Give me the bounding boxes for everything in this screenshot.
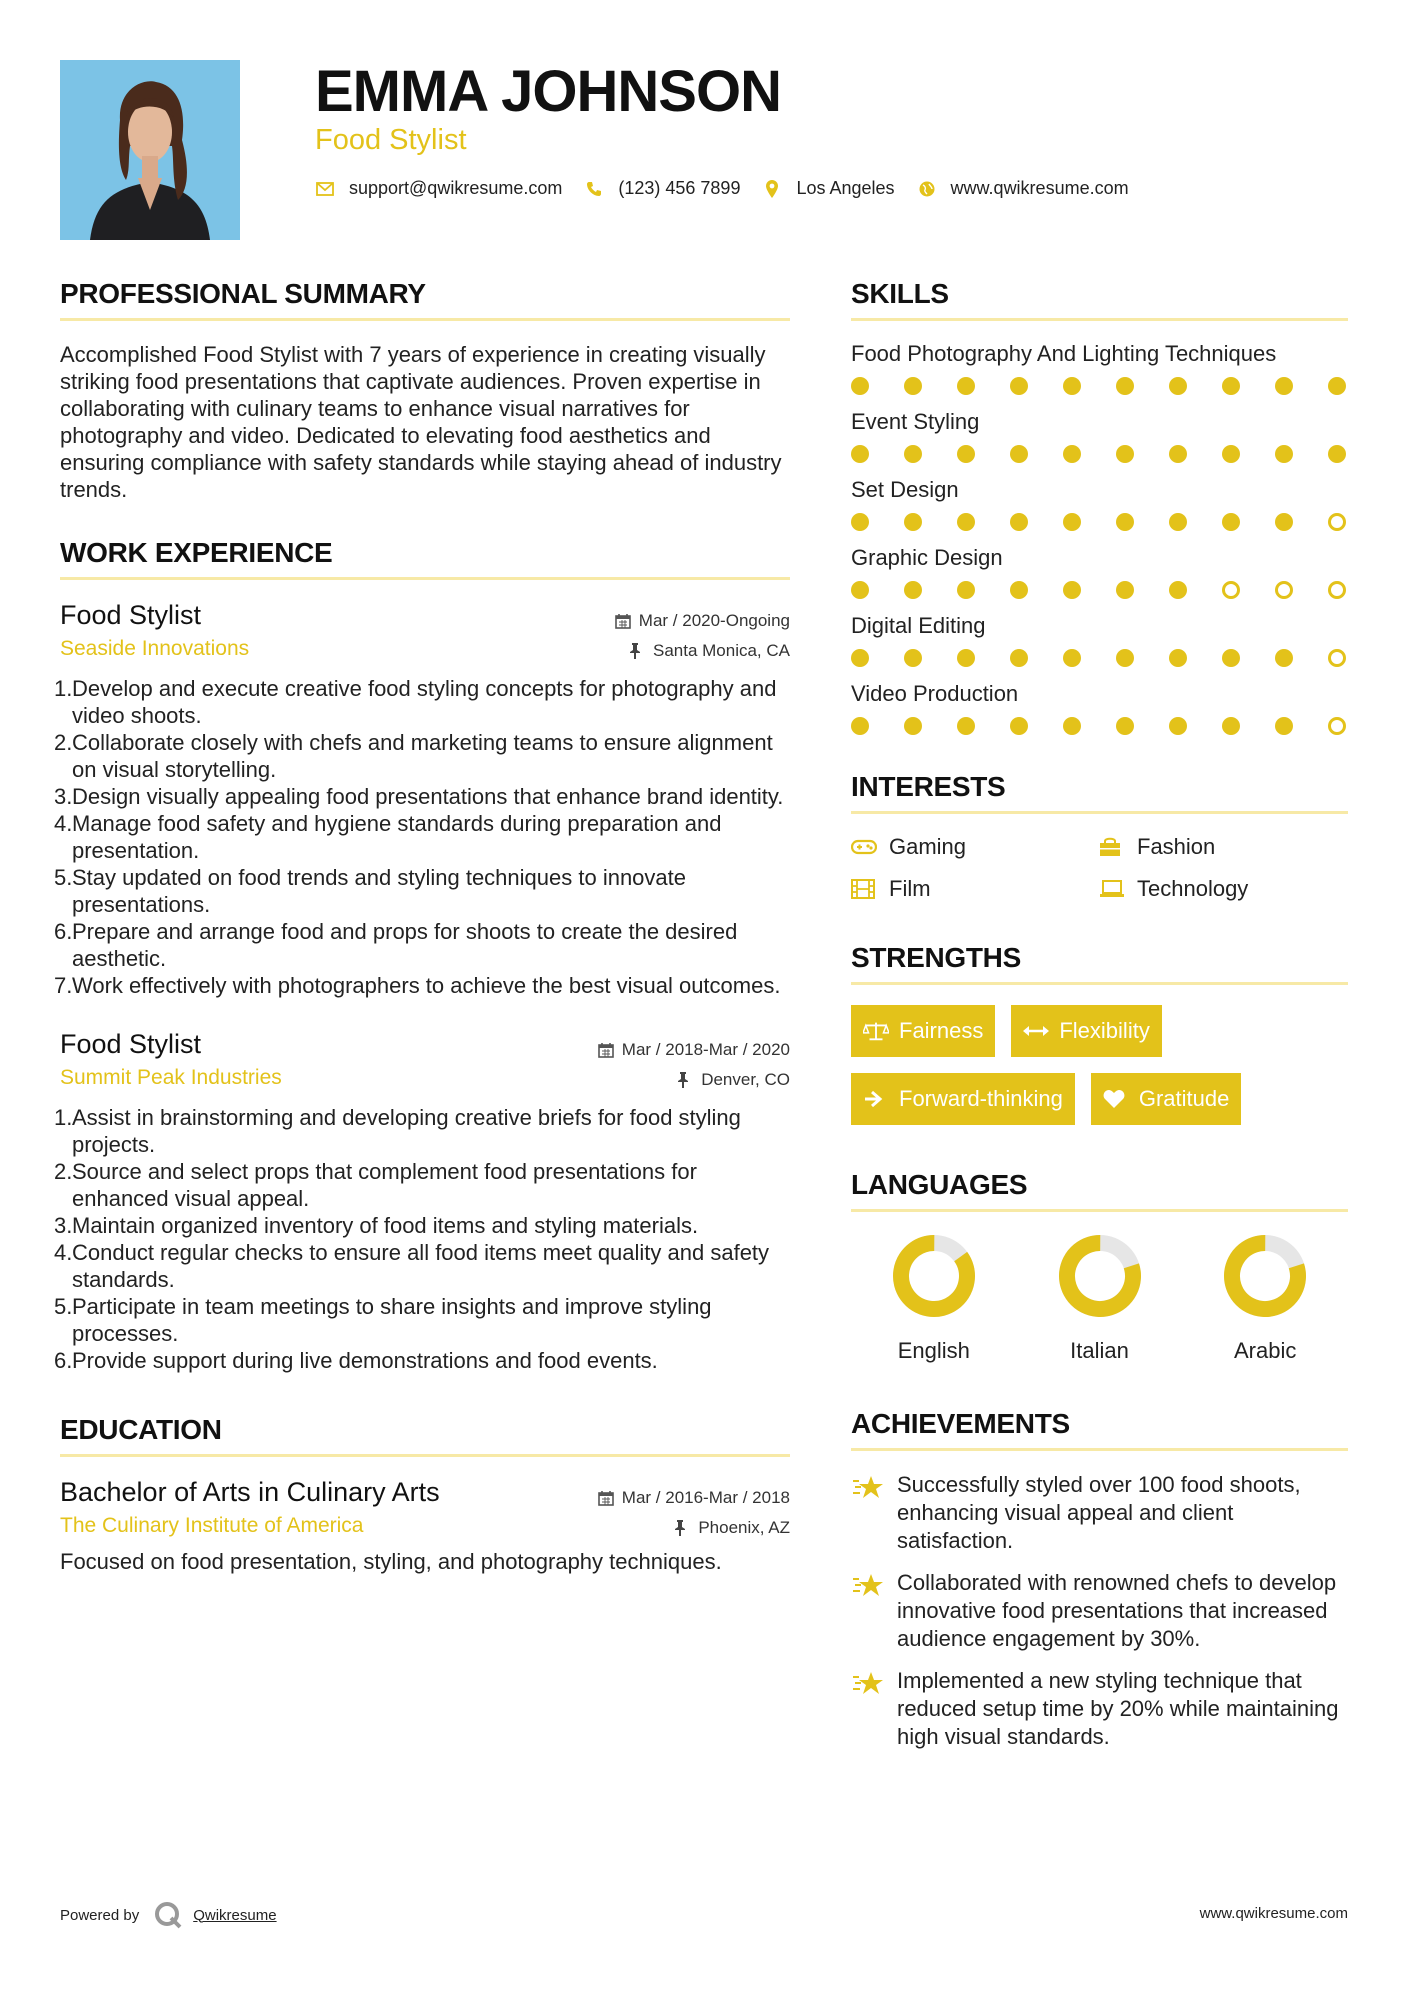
duty-text: Source and select props that complement food presentations for enhanced visual appeal. (72, 1159, 697, 1211)
rating-dot-filled (1222, 649, 1240, 667)
skill-name: Graphic Design (851, 545, 1003, 570)
work-section (54, 537, 790, 1374)
list-item: 6. Provide support during live demonstrations and food events. (54, 1348, 658, 1373)
summary-section (60, 278, 790, 503)
rating-dot-empty (1328, 717, 1346, 735)
strength-tag (1011, 1005, 1161, 1057)
education-heading: EDUCATION (60, 1414, 790, 1457)
duty-text: Work effectively with photographers to achieve the best visual outcomes. (72, 973, 781, 998)
arrows-horizontal-icon (1023, 1020, 1049, 1042)
job-duties (54, 1104, 790, 1374)
pushpin-icon (677, 1072, 693, 1088)
job-date-text: Mar / 2018-Mar / 2020 (621, 1040, 790, 1059)
globe-icon (917, 179, 937, 199)
job-company: Seaside Innovations (60, 637, 250, 660)
education-location (674, 1518, 790, 1538)
duty-text: Collaborate closely with chefs and marketing teams to ensure alignment on visual storytelling. (72, 730, 773, 782)
achievements-heading: ACHIEVEMENTS (851, 1408, 1348, 1451)
achievement-text: Implemented a new styling technique that reduced setup time by 20% while maintaining high visual standards. (897, 1668, 1339, 1749)
rating-dot-filled (851, 445, 869, 463)
powered-by-text: Powered by (60, 1906, 140, 1924)
rating-dot-filled (1169, 649, 1187, 667)
footer-website[interactable]: www.qwikresume.com (1199, 1905, 1348, 1922)
skill-rating (851, 445, 1348, 463)
rating-dot-filled (904, 717, 922, 735)
rating-dot-filled (851, 377, 869, 395)
skill-name: Event Styling (851, 409, 980, 434)
skill-item (851, 477, 1348, 531)
strength-label: Fairness (899, 1018, 984, 1043)
interest-technology (1099, 876, 1339, 902)
rating-dot-filled (1169, 513, 1187, 531)
skill-item (851, 681, 1348, 735)
language-item (1182, 1232, 1348, 1364)
rating-dot-filled (1010, 649, 1028, 667)
star-trophy-icon (851, 1669, 885, 1699)
calendar-icon (615, 613, 631, 629)
donut-fill (1224, 1234, 1307, 1317)
strengths-heading: STRENGTHS (851, 942, 1348, 985)
contact-location-text: Los Angeles (796, 178, 895, 198)
achievement-item (851, 1471, 1348, 1555)
gamepad-icon (851, 837, 877, 857)
rating-dot-empty (1328, 649, 1346, 667)
interest-label: Film (889, 876, 931, 901)
rating-dot-filled (904, 377, 922, 395)
rating-dot-filled (957, 377, 975, 395)
duty-text: Prepare and arrange food and props for shoots to create the desired aesthetic. (72, 919, 738, 971)
rating-dot-filled (904, 581, 922, 599)
job-duties (54, 675, 790, 999)
list-item: 4. Conduct regular checks to ensure all food items meet quality and safety standards. (60, 1239, 790, 1293)
skill-rating (851, 717, 1348, 735)
rating-dot-filled (1222, 445, 1240, 463)
rating-dot-filled (1169, 717, 1187, 735)
rating-dot-empty (1222, 581, 1240, 599)
interest-film (851, 876, 1099, 902)
list-item: 4. Manage food safety and hygiene standards during preparation and presentation. (60, 810, 790, 864)
rating-dot-filled (1063, 717, 1081, 735)
skill-item (851, 341, 1348, 395)
rating-dot-filled (904, 513, 922, 531)
rating-dot-filled (904, 649, 922, 667)
list-item: 7. Work effectively with photographers to achieve the best visual outcomes. (54, 973, 781, 998)
skill-name: Set Design (851, 477, 959, 502)
education-section (60, 1414, 790, 1575)
laptop-icon (1099, 879, 1125, 899)
rating-dot-filled (851, 581, 869, 599)
rating-dot-filled (1063, 445, 1081, 463)
rating-dot-filled (1116, 377, 1134, 395)
rating-dot-filled (851, 717, 869, 735)
calendar-icon (598, 1042, 614, 1058)
skills-heading: SKILLS (851, 278, 1348, 321)
interests-heading: INTERESTS (851, 771, 1348, 814)
rating-dot-filled (957, 649, 975, 667)
rating-dot-filled (1063, 649, 1081, 667)
achievement-item (851, 1667, 1348, 1751)
strength-tag (851, 1073, 1075, 1125)
qwikresume-logo-icon (153, 1900, 183, 1930)
rating-dot-filled (851, 513, 869, 531)
duty-text: Conduct regular checks to ensure all food items meet quality and safety standards. (72, 1240, 770, 1292)
rating-dot-filled (957, 717, 975, 735)
job-company: Summit Peak Industries (60, 1066, 282, 1089)
rating-dot-filled (1063, 377, 1081, 395)
interests-section (851, 771, 1348, 902)
star-trophy-icon (851, 1571, 885, 1601)
school-name: The Culinary Institute of America (60, 1514, 364, 1537)
rating-dot-filled (1275, 513, 1293, 531)
interest-label: Gaming (889, 834, 967, 859)
achievement-text: Successfully styled over 100 food shoots, enhancing visual appeal and client satisfaction. (897, 1472, 1301, 1553)
interest-fashion (1099, 834, 1339, 860)
achievements-section (851, 1408, 1348, 1751)
list-item: 1. Develop and execute creative food styling concepts for photography and video shoots. (60, 675, 790, 729)
contact-website-text: www.qwikresume.com (950, 178, 1129, 198)
list-item: 5. Participate in team meetings to share insights and improve styling processes. (60, 1293, 790, 1347)
film-icon (851, 879, 877, 899)
strengths-section (851, 942, 1348, 1125)
rating-dot-filled (1169, 581, 1187, 599)
donut-fill (890, 1232, 978, 1320)
rating-dot-filled (1116, 581, 1134, 599)
donut-fill (1058, 1234, 1141, 1317)
rating-dot-filled (1116, 649, 1134, 667)
duty-text: Provide support during live demonstrations and food events. (72, 1348, 658, 1373)
profile-photo (60, 60, 240, 240)
rating-dot-filled (1275, 445, 1293, 463)
list-item: 2. Collaborate closely with chefs and marketing teams to ensure alignment on visual storytelling. (60, 729, 790, 783)
duty-text: Stay updated on food trends and styling techniques to innovate presentations. (72, 865, 686, 917)
language-donut (1056, 1232, 1144, 1320)
contact-bar (315, 178, 1151, 199)
strength-label: Gratitude (1138, 1086, 1230, 1111)
interest-label: Technology (1137, 876, 1249, 901)
rating-dot-filled (957, 513, 975, 531)
skill-item (851, 613, 1348, 667)
language-donut (1221, 1232, 1309, 1320)
language-donut (890, 1232, 978, 1320)
brand-link[interactable]: Qwikresume (193, 1906, 277, 1924)
strength-label: Flexibility (1059, 1018, 1150, 1043)
rating-dot-filled (851, 649, 869, 667)
rating-dot-filled (1275, 377, 1293, 395)
achievement-item (851, 1569, 1348, 1653)
strength-tag (1091, 1073, 1242, 1125)
skill-name: Video Production (851, 681, 1019, 706)
duty-text: Design visually appealing food presentations that enhance brand identity. (72, 784, 784, 809)
rating-dot-filled (1275, 717, 1293, 735)
education-location-text: Phoenix, AZ (698, 1518, 790, 1537)
summary-text: Accomplished Food Stylist with 7 years of experience in creating visually striking food presentations that captivate audiences. Proven expertise in collaborating with culinary teams to enhance visual narratives for photography and video. Dedicated to elevating food aesthetics and ensuring compliance with safety standards while staying ahead of industry trends. (60, 342, 782, 502)
degree-title: Bachelor of Arts in Culinary Arts (60, 1477, 440, 1507)
job-date (615, 611, 790, 631)
envelope-icon (315, 179, 335, 199)
rating-dot-filled (1222, 377, 1240, 395)
rating-dot-filled (904, 445, 922, 463)
list-item: 5. Stay updated on food trends and styling techniques to innovate presentations. (60, 864, 790, 918)
list-item: 6. Prepare and arrange food and props for shoots to create the desired aesthetic. (60, 918, 790, 972)
right-column (851, 278, 1348, 1765)
languages-list (851, 1232, 1348, 1364)
education-date-text: Mar / 2016-Mar / 2018 (621, 1488, 790, 1507)
rating-dot-filled (1328, 377, 1346, 395)
achievement-text: Collaborated with renowned chefs to develop innovative food presentations that increased audience engagement by 30%. (897, 1570, 1337, 1651)
job-date (598, 1040, 790, 1060)
skill-rating (851, 649, 1348, 667)
rating-dot-filled (1328, 445, 1346, 463)
pushpin-icon (629, 643, 645, 659)
duty-text: Manage food safety and hygiene standards during preparation and presentation. (72, 811, 722, 863)
rating-dot-filled (1010, 717, 1028, 735)
language-label: Italian (1070, 1338, 1129, 1363)
map-pin-icon (762, 179, 782, 199)
rating-dot-filled (1010, 581, 1028, 599)
skill-rating (851, 377, 1348, 395)
rating-dot-filled (1063, 581, 1081, 599)
pushpin-icon (674, 1520, 690, 1536)
calendar-icon (598, 1490, 614, 1506)
languages-section (851, 1169, 1348, 1364)
job-title: Food Stylist (60, 600, 202, 630)
balance-scale-icon (863, 1020, 889, 1042)
list-item: 3. Design visually appealing food presentations that enhance brand identity. (54, 784, 784, 809)
job-location-text: Denver, CO (701, 1070, 790, 1089)
skill-item (851, 545, 1348, 599)
duty-text: Assist in brainstorming and developing creative briefs for food styling projects. (72, 1105, 741, 1157)
rating-dot-filled (1222, 513, 1240, 531)
skill-item (851, 409, 1348, 463)
shopping-bag-icon (1099, 837, 1125, 857)
list-item: 2. Source and select props that complement food presentations for enhanced visual appeal. (60, 1158, 790, 1212)
skill-rating (851, 513, 1348, 531)
list-item: 1. Assist in brainstorming and developing creative briefs for food styling projects. (60, 1104, 790, 1158)
strength-tag (851, 1005, 995, 1057)
list-item: 3. Maintain organized inventory of food items and styling materials. (54, 1213, 699, 1238)
candidate-name: EMMA JOHNSON (315, 59, 781, 124)
job-title: Food Stylist (60, 1029, 202, 1059)
duty-text: Maintain organized inventory of food items and styling materials. (72, 1213, 699, 1238)
rating-dot-filled (1010, 377, 1028, 395)
rating-dot-filled (1116, 445, 1134, 463)
education-date (598, 1488, 790, 1508)
rating-dot-filled (957, 581, 975, 599)
contact-email[interactable] (315, 178, 562, 199)
skill-name: Food Photography And Lighting Techniques (851, 341, 1277, 366)
rating-dot-filled (1010, 445, 1028, 463)
rating-dot-empty (1328, 581, 1346, 599)
job-location-text: Santa Monica, CA (652, 641, 790, 660)
rating-dot-filled (1169, 445, 1187, 463)
left-column (54, 278, 790, 1575)
job-entry (54, 1029, 790, 1374)
language-label: English (897, 1338, 970, 1363)
job-entry (54, 600, 790, 999)
rating-dot-filled (1222, 717, 1240, 735)
strength-label: Forward-thinking (899, 1086, 1063, 1111)
job-location (677, 1070, 790, 1090)
skill-rating (851, 581, 1348, 599)
contact-website[interactable] (917, 178, 1129, 199)
heart-icon (1103, 1088, 1129, 1110)
language-item (851, 1232, 1017, 1364)
rating-dot-filled (957, 445, 975, 463)
rating-dot-filled (1063, 513, 1081, 531)
star-trophy-icon (851, 1473, 885, 1503)
rating-dot-filled (1169, 377, 1187, 395)
candidate-title: Food Stylist (315, 124, 467, 156)
rating-dot-empty (1328, 513, 1346, 531)
contact-location (762, 178, 894, 199)
job-location (629, 641, 790, 661)
language-label: Arabic (1234, 1338, 1297, 1363)
duty-text: Develop and execute creative food styling concepts for photography and video shoots. (72, 676, 777, 728)
education-description: Focused on food presentation, styling, and photography techniques. (60, 1549, 722, 1574)
duty-text: Participate in team meetings to share insights and improve styling processes. (72, 1294, 712, 1346)
rating-dot-filled (1010, 513, 1028, 531)
rating-dot-filled (1116, 717, 1134, 735)
interest-gaming (851, 834, 1099, 860)
job-date-text: Mar / 2020-Ongoing (638, 611, 790, 630)
contact-phone[interactable] (584, 178, 740, 199)
contact-email-text: support@qwikresume.com (349, 178, 563, 198)
arrow-right-icon (863, 1088, 889, 1110)
language-item (1017, 1232, 1183, 1364)
footer-powered-by (60, 1900, 277, 1930)
rating-dot-filled (1116, 513, 1134, 531)
skills-list (851, 341, 1348, 735)
rating-dot-empty (1275, 581, 1293, 599)
rating-dot-filled (1275, 649, 1293, 667)
languages-heading: LANGUAGES (851, 1169, 1348, 1212)
interest-label: Fashion (1137, 834, 1216, 859)
contact-phone-text: (123) 456 7899 (618, 178, 741, 198)
phone-icon (584, 179, 604, 199)
skill-name: Digital Editing (851, 613, 986, 638)
work-heading: WORK EXPERIENCE (60, 537, 790, 580)
summary-heading: PROFESSIONAL SUMMARY (60, 278, 790, 321)
skills-section (851, 278, 1348, 735)
